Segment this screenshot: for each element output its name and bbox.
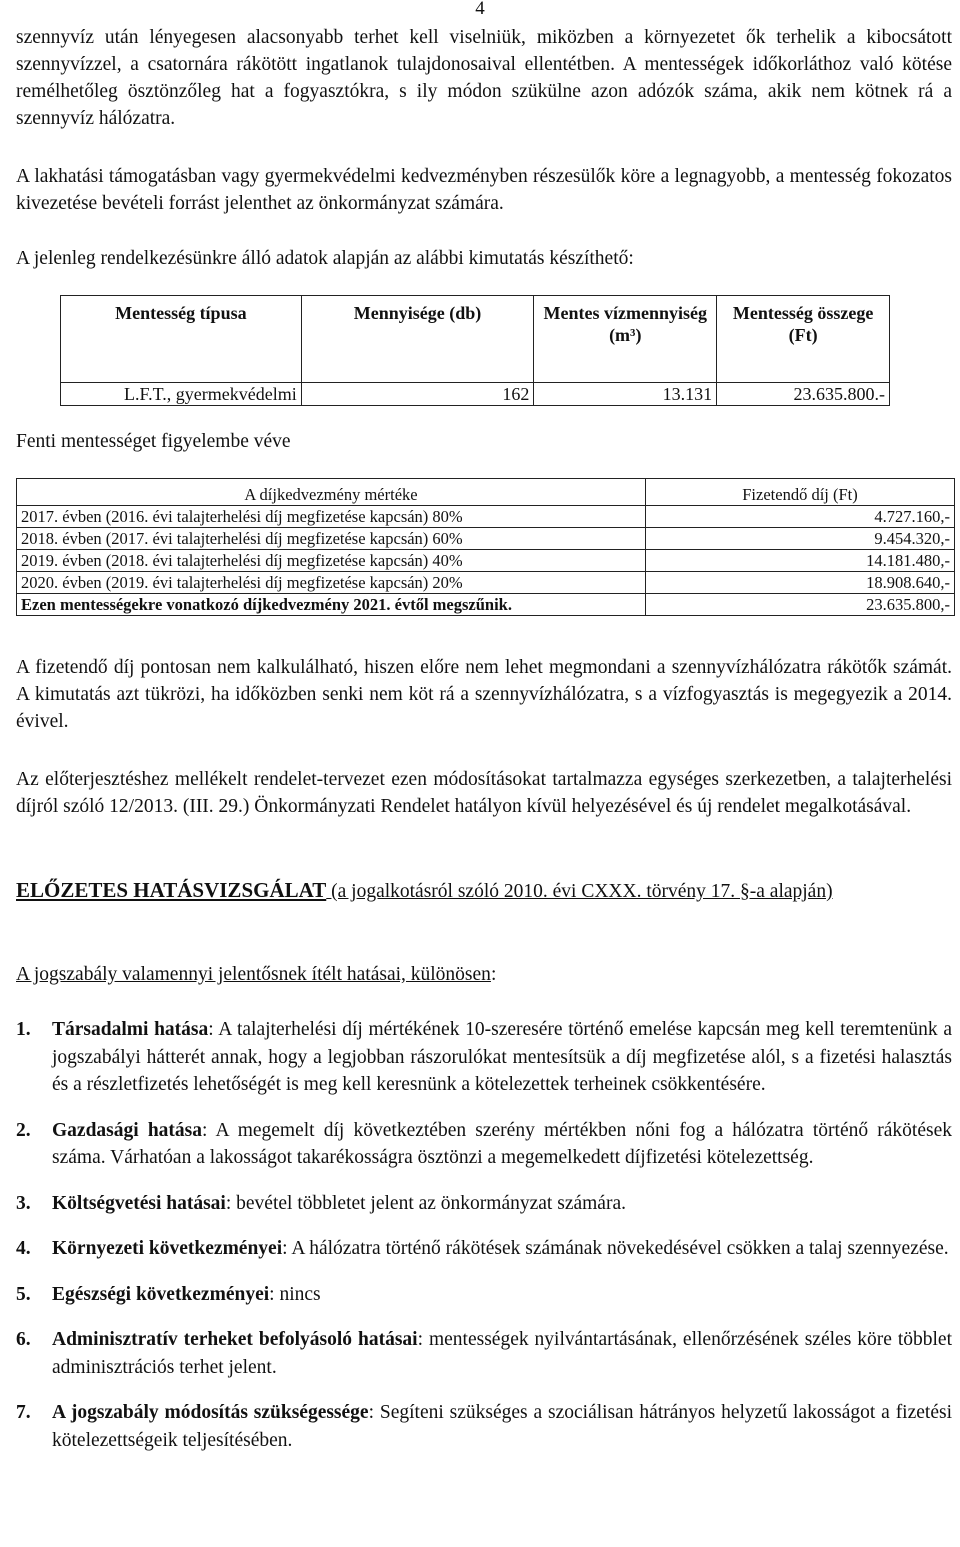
impact-list [16, 1016, 952, 1472]
impact-subheading [16, 961, 952, 988]
item-label: Egészségi következményei [52, 1283, 270, 1305]
paragraph-eloterjesztes: Az előterjesztéshez mellékelt rendelet-tervezet ezen módosításokat tartalmazza egységes szerkezetben, a talajterhelési díjról szóló 12/2013. (III. 29.) Önkormányzati Rendelet hatályon kívül helyezésével és új rendelet megalkotásával. [16, 769, 952, 817]
cell-quantity: 162 [301, 383, 534, 406]
impact-title-rest: (a jogalkotásról szóló 2010. évi CXXX. törvény 17. §-a alapján) [326, 881, 833, 902]
header-discount: A díjkedvezmény mértéke [17, 479, 646, 506]
header-water: Mentes vízmennyiség (m³) [534, 296, 717, 383]
list-item [16, 1117, 952, 1172]
table-row [17, 550, 955, 572]
impact-title: ELŐZETES HATÁSVIZSGÁLAT [16, 878, 327, 902]
cell-discount: 2018. évben (2017. évi talajterhelési díj megfizetése kapcsán) 60% [17, 528, 646, 550]
exemption-table [60, 295, 890, 406]
item-label: Társadalmi hatása [52, 1019, 209, 1040]
cell-water: 13.131 [534, 383, 717, 406]
item-text: : A megemelt díj következtében szerény mértékben nőni fog a hálózatra történő rákötések száma. Várhatóan a lakosságot takarékosságra ösztönzi a megemelkedett díjfizetési kötelezettség. [52, 1119, 952, 1168]
header-amount: Mentesség összege (Ft) [717, 296, 890, 383]
list-item [16, 1235, 952, 1263]
paragraph-kimutatas: A jelenleg rendelkezésünkre álló adatok alapján az alábbi kimutatás készíthető: [16, 248, 634, 269]
impact-subtitle: A jogszabály valamennyi jelentősnek ítélt hatásai, különösen [16, 964, 491, 985]
paragraph-fizetendo: A fizetendő díj pontosan nem kalkulálható, hiszen előre nem lehet megmondani a szennyvízhálózatra rákötők számát. A kimutatás azt tükrözi, ha időközben senki nem köt rá a szennyvízhálózatra, s a vízfogyasztás is megegyezik a 2014. évivel. [16, 657, 952, 732]
impact-heading [16, 877, 952, 905]
cell-discount: 2017. évben (2016. évi talajterhelési díj megfizetése kapcsán) 80% [17, 506, 646, 528]
item-number: 1. [16, 1019, 31, 1040]
list-item [16, 1016, 952, 1099]
item-number: 7. [16, 1402, 31, 1423]
cell-fee: 4.727.160,- [646, 506, 955, 528]
item-label: Gazdasági hatása [52, 1119, 203, 1141]
item-text: : A hálózatra történő rákötések számának növekedésével csökken a talaj szennyezése. [282, 1238, 949, 1259]
table-row [17, 528, 955, 550]
discount-table [16, 478, 955, 616]
cell-final-fee: 23.635.800,- [646, 594, 955, 616]
item-text: : A talajterhelési díj mértékének 10-szeresére történő emelése kapcsán meg kell teremtenünk a jogszabályi hátterét annak, hogy a legjobban rászorulókat mentesítsük a díj megfizetése alól, s a fizetési halasztás és a részletfizetés lehetőségét is meg kell keresnünk a kötelezettek terheinek csökkentésére. [52, 1019, 952, 1095]
cell-discount: 2019. évben (2018. évi talajterhelési díj megfizetése kapcsán) 40% [17, 550, 646, 572]
header-fee: Fizetendő díj (Ft) [646, 479, 955, 506]
list-item [16, 1399, 952, 1454]
table-row [17, 506, 955, 528]
discount-table-header [17, 479, 955, 506]
item-text: : Segíteni szükséges a szociálisan hátrányos helyzetű lakosságot a fizetési kötelezettségeik teljesítésében. [52, 1402, 952, 1451]
impact-subtitle-colon: : [490, 964, 497, 985]
header-quantity: Mennyisége (db) [301, 296, 534, 383]
cell-type: L.F.T., gyermekvédelmi [61, 383, 302, 406]
cell-fee: 9.454.320,- [646, 528, 955, 550]
item-text: : mentességek nyilvántartásának, ellenőrzésének széles köre többlet adminisztrációs terhet jelent. [52, 1329, 953, 1378]
item-text: : nincs [269, 1283, 321, 1305]
header-type: Mentesség típusa [61, 296, 302, 383]
item-number: 2. [16, 1119, 31, 1141]
item-number: 6. [16, 1329, 31, 1350]
exemption-table-header [61, 296, 890, 383]
page-number: 4 [475, 0, 485, 19]
item-number: 5. [16, 1283, 31, 1305]
paragraph-lakhatasi: A lakhatási támogatásban vagy gyermekvédelmi kedvezményben részesülők köre a legnagyobb, a mentesség fokozatos kivezetése bevételi forrást jelenthet az önkormányzat számára. [16, 166, 952, 214]
list-item [16, 1326, 952, 1381]
item-label: Költségvetési hatásai [52, 1192, 226, 1214]
cell-final-text: Ezen mentességekre vonatkozó díjkedvezmény 2021. évtől megszűnik. [17, 594, 646, 616]
table-row [61, 383, 890, 406]
list-item [16, 1190, 952, 1218]
cell-amount: 23.635.800.- [717, 383, 890, 406]
list-item [16, 1281, 952, 1309]
paragraph-fenti: Fenti mentességet figyelembe véve [16, 431, 291, 452]
item-number: 3. [16, 1192, 31, 1214]
cell-discount: 2020. évben (2019. évi talajterhelési díj megfizetése kapcsán) 20% [17, 572, 646, 594]
item-label: Adminisztratív terheket befolyásoló hatásai [52, 1329, 418, 1350]
cell-fee: 18.908.640,- [646, 572, 955, 594]
table-row-total [17, 594, 955, 616]
item-number: 4. [16, 1238, 31, 1259]
table-row [17, 572, 955, 594]
cell-fee: 14.181.480,- [646, 550, 955, 572]
item-text: : bevétel többletet jelent az önkormányzat számára. [225, 1192, 626, 1214]
item-label: A jogszabály módosítás szükségessége [52, 1402, 369, 1423]
paragraph-intro: szennyvíz után lényegesen alacsonyabb terhet kell viselniük, miközben a környezetet ők terhelik a kibocsátott szennyvízzel, a csatornára rákötött ingatlanok tulajdonosaival ellentétben. A mentességek időkorláthoz való kötése remélhetőleg ösztönzőleg hat a fogyasztókra, s ily módon szükülne azon adózók száma, akik nem kötnek rá a szennyvíz hálózatra. [16, 27, 952, 129]
item-label: Környezeti következményei [52, 1238, 283, 1259]
